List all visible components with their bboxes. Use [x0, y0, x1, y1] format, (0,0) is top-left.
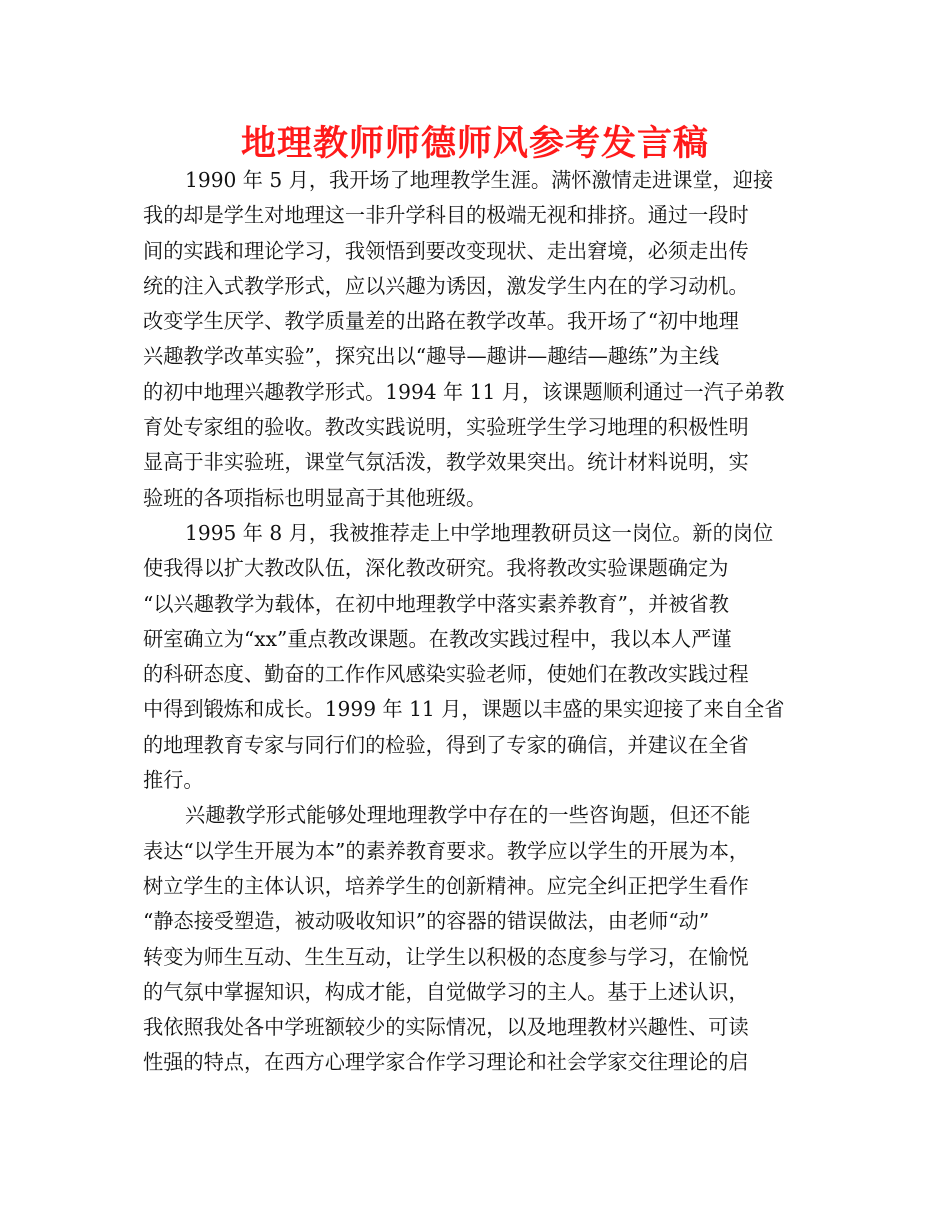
paragraph-1-line: 显高于非实验班，课堂气氛活泼，教学效果突出。统计材料说明，实: [143, 450, 749, 475]
paragraph-1-line: 1990 年 5 月，我开场了地理教学生涯。满怀激情走进课堂，迎接: [185, 168, 774, 192]
paragraph-1-line: 统的注入式教学形式，应以兴趣为诱因，激发学生内在的学习动机。: [143, 273, 749, 298]
paragraph-1-line: 间的实践和理论学习，我领悟到要改变现状、走出窘境，必须走出传: [143, 238, 749, 263]
paragraph-1-line: 兴趣教学改革实验”，探究出以“趣导—趣讲—趣结—趣练”为主线: [143, 344, 720, 369]
paragraph-2-line: 研室确立为“xx”重点教改课题。在教改实践过程中，我以本人严谨: [143, 626, 732, 651]
paragraph-3-line: 兴趣教学形式能够处理地理教学中存在的一些咨询题，但还不能: [185, 803, 751, 828]
paragraph-2-line: 的科研态度、勤奋的工作作风感染实验老师，使她们在教改实践过程: [143, 662, 749, 687]
paragraph-2-line: 1995 年 8 月，我被推荐走上中学地理教研员这一岗位。新的岗位: [185, 520, 774, 545]
paragraph-2-line: 的地理教育专家与同行们的检验，得到了专家的确信，并建议在全省: [143, 732, 749, 757]
paragraph-2-line: 使我得以扩大教改队伍，深化教改研究。我将教改实验课题确定为: [143, 556, 729, 581]
paragraph-3-line: 的气氛中掌握知识，构成才能，自觉做学习的主人。基于上述认识，: [143, 979, 749, 1004]
paragraph-2-line: 推行。: [143, 768, 204, 793]
document-body: [143, 163, 810, 1081]
paragraph-1-line: 验班的各项指标也明显高于其他班级。: [143, 485, 487, 510]
paragraph-2-line: 中得到锻炼和成长。1999 年 11 月，课题以丰盛的果实迎接了来自全省: [143, 697, 785, 722]
paragraph-1-line: 育处专家组的验收。教改实践说明，实验班学生学习地理的积极性明: [143, 415, 749, 440]
paragraph-2-line: “以兴趣教学为载体，在初中地理教学中落实素养教育”，并被省教: [143, 591, 729, 616]
paragraph-3-line: 性强的特点，在西方心理学家合作学习理论和社会学家交往理论的启: [143, 1050, 749, 1075]
paragraph-1-line: 改变学生厌学、教学质量差的出路在教学改革。我开场了“初中地理: [143, 309, 739, 334]
paragraph-1-line: 我的却是学生对地理这一非升学科目的极端无视和排挤。通过一段时: [143, 203, 749, 228]
paragraph-1-line: 的初中地理兴趣教学形式。1994 年 11 月，该课题顺利通过一汽子弟教: [143, 379, 785, 404]
paragraph-3-line: 树立学生的主体认识，培养学生的创新精神。应完全纠正把学生看作: [143, 873, 749, 898]
document-title: 地理教师师德师风参考发言稿: [240, 124, 709, 164]
paragraph-3-line: 转变为师生互动、生生互动，让学生以积极的态度参与学习，在愉悦: [143, 944, 749, 969]
paragraph-3-line: “静态接受塑造，被动吸收知识”的容器的错误做法，由老师“动”: [143, 909, 710, 934]
paragraph-3-line: 我依照我处各中学班额较少的实际情况，以及地理教材兴趣性、可读: [143, 1015, 749, 1040]
paragraph-3-line: 表达“以学生开展为本”的素养教育要求。教学应以学生的开展为本，: [143, 838, 750, 863]
